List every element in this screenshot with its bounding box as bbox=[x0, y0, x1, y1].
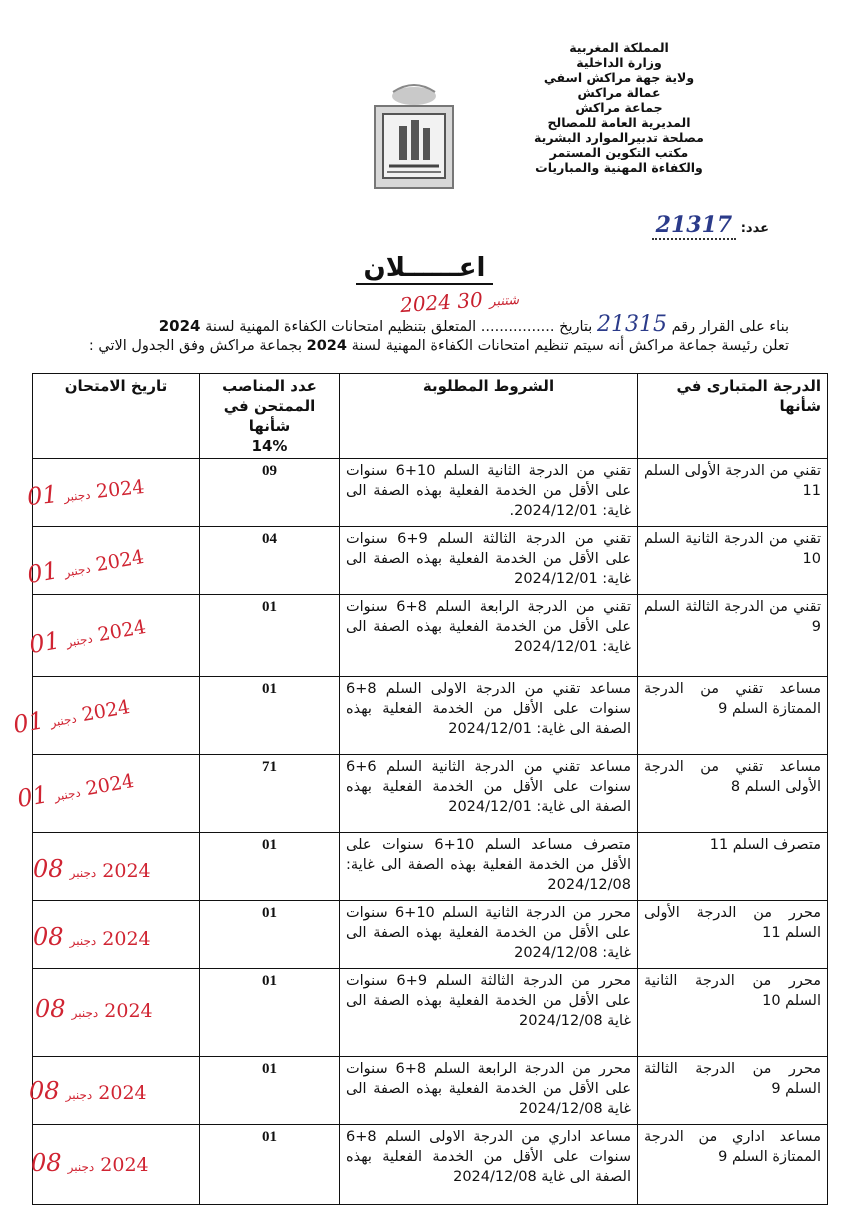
stamp-day: 08 bbox=[31, 1149, 62, 1177]
header-line: المملكة المغربية bbox=[569, 40, 669, 55]
stamp-month: دجنبر bbox=[65, 1088, 93, 1102]
table-row bbox=[33, 901, 828, 969]
cell-exam-date bbox=[27, 595, 200, 677]
exam-date-stamp bbox=[33, 923, 151, 951]
stamp-year: 2024 bbox=[104, 1000, 153, 1022]
exam-date-stamp bbox=[31, 1149, 149, 1177]
stamp-month: دجنبر bbox=[69, 866, 97, 880]
page-title: اعــــــلان bbox=[0, 253, 849, 283]
table-row bbox=[33, 1057, 828, 1125]
exam-date-stamp bbox=[12, 695, 132, 739]
cell-grade: تقني من الدرجة الأولى السلم 11 bbox=[638, 459, 828, 527]
stamp-day: 01 bbox=[27, 626, 63, 660]
exam-date-stamp bbox=[16, 769, 136, 813]
stamp-year: 2024 bbox=[96, 615, 148, 647]
header-line: جماعة مراكش bbox=[575, 100, 663, 115]
header-positions: عدد المناصب الممتحن في شأنها 14% bbox=[200, 374, 340, 459]
exam-date-stamp bbox=[35, 995, 153, 1023]
stamp-year: 2024 bbox=[100, 1154, 149, 1176]
header-line: عمالة مراكش bbox=[577, 85, 661, 100]
stamp-year: 2024 bbox=[80, 695, 132, 727]
cell-grade: تقني من الدرجة الثانية السلم 10 bbox=[638, 527, 828, 595]
cell-grade: مساعد اداري من الدرجة الممتازة السلم 9 bbox=[638, 1125, 828, 1205]
cell-conditions: مساعد اداري من الدرجة الاولى السلم 8+6 سنوات على الأقل من الخدمة الفعلية بهذه الصفة الى غاية 2024/12/08 bbox=[340, 1125, 638, 1205]
exam-date-stamp bbox=[26, 475, 145, 511]
cell-positions: 01 bbox=[200, 969, 340, 1057]
header-line: والكفاءة المهنية والمباريات bbox=[535, 160, 703, 175]
table-row bbox=[33, 833, 828, 901]
table-row bbox=[33, 459, 828, 527]
cell-exam-date bbox=[25, 459, 200, 527]
header-date: تاريخ الامتحان bbox=[33, 374, 200, 459]
cell-grade: محرر من الدرجة الأولى السلم 11 bbox=[638, 901, 828, 969]
stamp-year: 2024 bbox=[98, 1082, 147, 1104]
stamp-day: 01 bbox=[25, 556, 61, 590]
administrative-header bbox=[489, 40, 749, 175]
stamp-day: 01 bbox=[11, 706, 47, 740]
cell-conditions: مساعد تقني من الدرجة الاولى السلم 8+6 سنوات على الأقل من الخدمة الفعلية بهذه الصفة الى غاية: 2024/12/01 bbox=[340, 677, 638, 755]
stamp-month: دجنبر bbox=[63, 561, 92, 580]
intro-line-2: تعلن رئيسة جماعة مراكش أنه سيتم تنظيم امتحانات الكفاءة المهنية لسنة 2024 بجماعة مراكش وفق الجدول الاتي : bbox=[88, 338, 789, 354]
coat-of-arms-icon bbox=[365, 82, 463, 194]
cell-conditions: تقني من الدرجة الرابعة السلم 8+6 سنوات على الأقل من الخدمة الفعلية بهذه الصفة الى غاية: 2024/12/01 bbox=[340, 595, 638, 677]
cell-exam-date bbox=[25, 527, 200, 595]
header-percent: 14% bbox=[251, 437, 288, 455]
stamp-day: 01 bbox=[15, 780, 51, 814]
table-row bbox=[33, 969, 828, 1057]
cell-grade: محرر من الدرجة الثانية السلم 10 bbox=[638, 969, 828, 1057]
cell-positions: 01 bbox=[200, 677, 340, 755]
reference-number bbox=[652, 212, 769, 238]
cell-exam-date bbox=[33, 901, 200, 969]
cell-exam-date bbox=[15, 755, 200, 833]
cell-exam-date bbox=[11, 677, 200, 755]
header-conditions: الشروط المطلوبة bbox=[340, 374, 638, 459]
header-line: مصلحة تدبيرالموارد البشرية bbox=[534, 130, 704, 145]
stamp-day: 08 bbox=[33, 855, 64, 883]
table-row bbox=[33, 1125, 828, 1205]
header-line: ولاية جهة مراكش اسفي bbox=[543, 70, 695, 85]
header-grade: الدرجة المتبارى في شأنها bbox=[638, 374, 828, 459]
cell-conditions: تقني من الدرجة الثالثة السلم 9+6 سنوات على الأقل من الخدمة الفعلية بهذه الصفة الى غاية: 2024/12/01 bbox=[340, 527, 638, 595]
stamp-year: 2024 bbox=[102, 928, 151, 950]
stamp-day: 01 bbox=[25, 480, 59, 512]
cell-positions: 01 bbox=[200, 1057, 340, 1125]
decision-date-stamp: 2024 شتنبر 30 bbox=[399, 287, 520, 318]
stamp-year: 2024 bbox=[94, 545, 146, 577]
exams-table bbox=[11, 373, 828, 1205]
stamp-month: دجنبر bbox=[53, 785, 82, 804]
stamp-month: دجنبر bbox=[65, 631, 94, 650]
table-row bbox=[33, 595, 828, 677]
stamp-year: 2024 bbox=[95, 475, 146, 503]
cell-positions: 04 bbox=[200, 527, 340, 595]
table-row bbox=[33, 527, 828, 595]
table-header-row bbox=[33, 374, 828, 459]
cell-exam-date bbox=[33, 1125, 200, 1205]
exam-date-stamp bbox=[28, 615, 148, 659]
stamp-day: 08 bbox=[29, 1077, 60, 1105]
cell-exam-date bbox=[33, 969, 200, 1057]
handwritten-reference-number: 21317 bbox=[652, 212, 737, 240]
cell-conditions: متصرف مساعد السلم 10+6 سنوات على الأقل من الخدمة الفعلية بهذه الصفة الى غاية: 2024/12/08 bbox=[340, 833, 638, 901]
stamp-month: دجنبر bbox=[69, 934, 97, 948]
stamp-year: 2024 bbox=[84, 769, 136, 801]
cell-positions: 01 bbox=[200, 901, 340, 969]
cell-grade: مساعد تقني من الدرجة الممتازة السلم 9 bbox=[638, 677, 828, 755]
cell-grade: متصرف السلم 11 bbox=[638, 833, 828, 901]
header-line: مكتب التكوين المستمر bbox=[549, 145, 689, 160]
cell-conditions: محرر من الدرجة الرابعة السلم 8+6 سنوات على الأقل من الخدمة الفعلية بهذه الصفة الى غاية 2024/12/08 bbox=[340, 1057, 638, 1125]
cell-positions: 01 bbox=[200, 833, 340, 901]
stamp-year: 2024 bbox=[102, 860, 151, 882]
cell-positions: 01 bbox=[200, 1125, 340, 1205]
cell-exam-date bbox=[33, 833, 200, 901]
cell-grade: تقني من الدرجة الثالثة السلم 9 bbox=[638, 595, 828, 677]
table-row bbox=[33, 755, 828, 833]
handwritten-decision-number: 21315 bbox=[596, 312, 667, 337]
cell-positions: 09 bbox=[200, 459, 340, 527]
cell-conditions: محرر من الدرجة الثانية السلم 10+6 سنوات على الأقل من الخدمة الفعلية بهذه الصفة الى غاية: 2024/12/08 bbox=[340, 901, 638, 969]
table-row bbox=[33, 677, 828, 755]
stamp-month: دجنبر bbox=[71, 1006, 99, 1020]
intro-line-1: بناء على القرار رقم 21315 بتاريخ ................ المتعلق بتنظيم امتحانات الكفاءة المهنية لسنة 2024 bbox=[158, 312, 789, 337]
stamp-day: 08 bbox=[35, 995, 66, 1023]
cell-positions: 01 bbox=[200, 595, 340, 677]
stamp-day: 08 bbox=[33, 923, 64, 951]
cell-grade: مساعد تقني من الدرجة الأولى السلم 8 bbox=[638, 755, 828, 833]
cell-positions: 71 bbox=[200, 755, 340, 833]
stamp-month: دجنبر bbox=[49, 711, 78, 730]
stamp-month: دجنبر bbox=[67, 1160, 95, 1174]
header-line: المديرية العامة للمصالح bbox=[547, 115, 691, 130]
cell-conditions: تقني من الدرجة الثانية السلم 10+6 سنوات على الأقل من الخدمة الفعلية بهذه الصفة الى غاية: 2024/12/01. bbox=[340, 459, 638, 527]
exam-date-stamp bbox=[26, 545, 146, 589]
cell-exam-date bbox=[29, 1057, 200, 1125]
reference-label: عدد: bbox=[740, 221, 769, 236]
exam-date-stamp bbox=[33, 855, 151, 883]
exam-date-stamp bbox=[29, 1077, 147, 1105]
cell-conditions: مساعد تقني من الدرجة الثانية السلم 6+6 سنوات على الأقل من الخدمة الفعلية بهذه الصفة الى غاية: 2024/12/01 bbox=[340, 755, 638, 833]
cell-conditions: محرر من الدرجة الثالثة السلم 9+6 سنوات على الأقل من الخدمة الفعلية بهذه الصفة الى غاية 2024/12/08 bbox=[340, 969, 638, 1057]
stamp-month: دجنبر bbox=[63, 487, 92, 505]
header-line: وزارة الداخلية bbox=[576, 55, 662, 70]
cell-grade: محرر من الدرجة الثالثة السلم 9 bbox=[638, 1057, 828, 1125]
